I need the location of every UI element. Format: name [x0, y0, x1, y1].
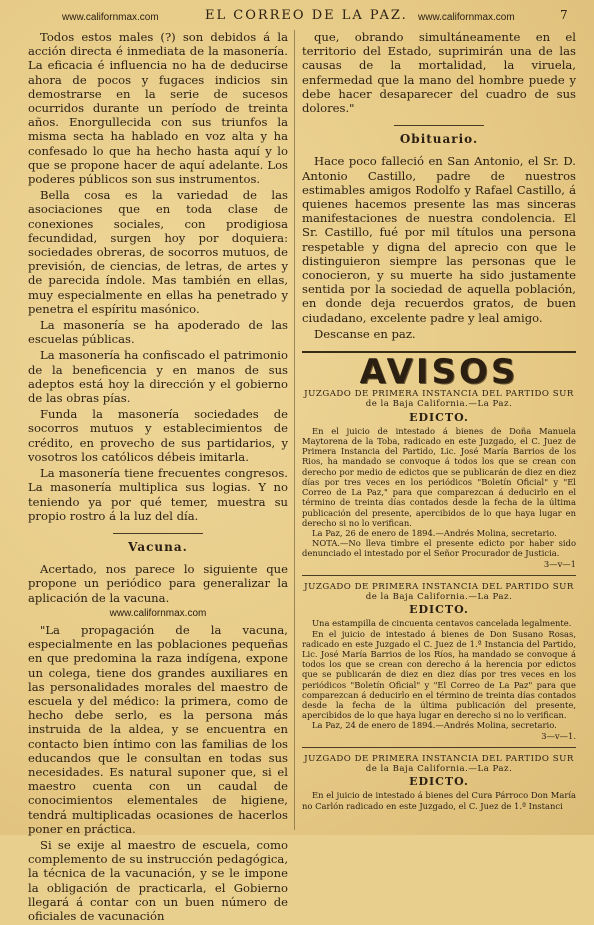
article-paragraph: que, obrando simultáneamente en el territorio del Estado, suprimirán una de las causas de la mortalidad, la viruela, enfermedad que la mano del hombre puede y debe hacer desaparecer del cuadro de sus dolores."	[302, 30, 576, 116]
section-divider	[113, 533, 203, 534]
section-title-vacuna: Vacuna.	[128, 539, 188, 554]
notice-paragraph: La Paz, 24 de enero de 1894.—Andrés Molina, secretario.	[312, 720, 557, 731]
notice-court: JUZGADO DE PRIMERA INSTANCIA DEL PARTIDO SUR de la Baja California.—La Paz.	[304, 581, 574, 602]
notice-title: EDICTO.	[409, 775, 469, 789]
notice-title: EDICTO.	[409, 603, 469, 617]
legal-notice	[302, 389, 576, 568]
notice-paragraph: Una estampilla de cincuenta centavos cancelada legalmente.	[312, 618, 572, 629]
article-paragraph: La masonería se ha apoderado de las escuelas públicas.	[28, 318, 288, 347]
article-paragraph: La masonería tiene frecuentes congresos. La masonería multiplica sus logias. Y no teniendo ya por qué temer, muestra su propio rostro á la luz del día.	[28, 466, 288, 523]
page-number: 7	[560, 8, 568, 22]
notice-paragraph: En el juicio de intestado á bienes de Doña Manuela Maytorena de la Toba, radicado en este Juzgado, el C. Juez de Primera Instancia del Partido, Lic. José María Barrios de los Rios, ha mandado se convoque á todos los que se crean con derecho por medio de edictos que se publicarán de diez en diez días por tres veces en los periódicos "Boletín Oficial" y "El Correo de La Paz," para que comparezcan á deducirlo en el término de treinta días contados desde la fecha de la última publicación del presente, apercibidos de lo que haya lugar en derecho si no lo verifican.	[302, 425, 576, 528]
section-title-obituario: Obituario.	[399, 132, 479, 147]
article-paragraph: "La propagación de la vacuna, especialmente en las poblaciones pequeñas en que predomina la raza indígena, expone un colega, tiene dos grandes auxiliares en las personalidades morales del maestro de escuela y del médico: la primera, como de hecho debe serlo, es la persona más instruida de la aldea, y se encuentra en contacto bien íntimo con las familias de los educandos que le consultan en todas sus necesidades. Es natural suponer que, si el maestro cuenta con un caudal de conocimientos elementales de higiene, tendrá multiplicadas ocasiones de hacerlos poner en práctica.	[28, 622, 288, 836]
notice-paragraph: NOTA.—No lleva timbre el presente edicto por haber sido denunciado el intestado por el Señor Procurador de Justicia.	[302, 538, 576, 559]
notice-court: JUZGADO DE PRIMERA INSTANCIA DEL PARTIDO SUR de la Baja California.—La Paz.	[304, 753, 574, 774]
notice-paragraph: En el juicio de intestado á bienes del Cura Párroco Don María no Carlón radicado en este Juzgado, el C. Juez de 1.ª Instanci	[302, 790, 576, 811]
masthead-title: EL CORREO DE LA PAZ.	[205, 8, 408, 23]
column-divider	[294, 30, 295, 830]
left-column	[28, 30, 288, 925]
notice-title: EDICTO.	[409, 410, 469, 424]
notice-mark: 3—v—1	[543, 558, 576, 569]
avisos-section	[302, 351, 576, 811]
notice-mark: 3—v—1.	[541, 730, 576, 741]
article-paragraph: Bella cosa es la variedad de las asociaciones que en toda clase de conexiones sociales, con prodigiosa fecundidad, surgen hoy por doquiera: sociedades obreras, de socorros mutuos, de previsión, de ciencias, de letras, de artes y de parecida índole. Mas también en ellas, muy especialmente en ellas ha penetrado y penetra el espíritu masónico.	[28, 188, 288, 316]
avisos-title: AVISOS	[359, 352, 519, 393]
obituary-paragraph: Descanse en paz.	[314, 326, 416, 341]
legal-notice	[302, 754, 576, 811]
article-paragraph: La masonería ha confiscado el patrimonio de la beneficencia y en manos de sus adeptos está hoy la dirección y el gobierno de las obras pías.	[28, 348, 288, 406]
notice-divider	[302, 575, 576, 576]
obituary-paragraph: Hace poco falleció en San Antonio, el Sr. D. Antonio Castillo, padre de nuestros estimables amigos Rodolfo y Rafael Castillo, á quienes hacemos presente las mas sinceras manifestaciones de nuestra condolencia. El Sr. Castillo, fué por mil títulos una persona respetable y digna del aprecio con que le distinguieron siempre las personas que le conocieron, y su muerte ha sido justamente sentida por la sociedad de aquella población, en donde deja recuerdos gratos, de buen ciudadano, excelente padre y leal amigo.	[302, 154, 576, 325]
right-column	[302, 30, 576, 811]
page-header	[0, 6, 594, 26]
legal-notice	[302, 582, 576, 741]
notice-court: JUZGADO DE PRIMERA INSTANCIA DEL PARTIDO SUR de la Baja California.—La Paz.	[304, 389, 574, 410]
header-website-right: www.californmax.com	[418, 12, 515, 23]
notice-paragraph: La Paz, 26 de enero de 1894.—Andrés Molina, secretario.	[312, 527, 557, 538]
article-paragraph: Todos estos males (?) son debidos á la acción directa é inmediata de la masonería. La eficacia é influencia no ha de deducirse ahora de pocos y fugaces indicios sin demostrarse en la serie de sucesos ocurridos durante un período de treinta años. Enorgullecida con sus triunfos la misma secta ha hablado en voz alta y ha confesado lo que ha hecho hasta aquí y lo que se propone hacer de aquí adelante. Los poderes públicos son sus instrumentos.	[28, 30, 288, 187]
website-watermark: www.californmax.com	[109, 607, 207, 619]
article-paragraph: Acertado, nos parece lo siguiente que propone un periódico para generalizar la aplicación de la vacuna.	[28, 562, 288, 605]
article-paragraph: Si se exije al maestro de escuela, como complemento de su instrucción pedagógica, la técnica de la vacunación, y se le impone la obligación de practicarla, el Gobierno llegará á contar con un buen número de oficiales de vacunación	[28, 837, 288, 923]
notice-paragraph: En el juicio de intestado á bienes de Don Susano Rosas, radicado en este Juzgado el C. Juez de 1.ª Instancia del Partido, Lic. José María Barrios de los Ríos, ha mandado se convoque á todos los que se crean con derecho á la herencia por edictos que se publicarán de diez en diez días por tres veces en los periódicos "Boletín Oficial" y "El Correo de La Paz" para que comparezcan á deducirlo en el término de treinta días contados desde la fecha de la última publicación del presente, apercibidos de lo que haya lugar en derecho si no lo verifican.	[302, 628, 576, 721]
section-divider	[394, 125, 484, 126]
article-paragraph: Funda la masonería sociedades de socorros mutuos y establecimientos de crédito, en provecho de sus partidarios, y vosotros los católicos débeis imitarla.	[28, 407, 288, 464]
notice-divider	[302, 747, 576, 748]
header-website-left: www.californmax.com	[62, 12, 159, 23]
